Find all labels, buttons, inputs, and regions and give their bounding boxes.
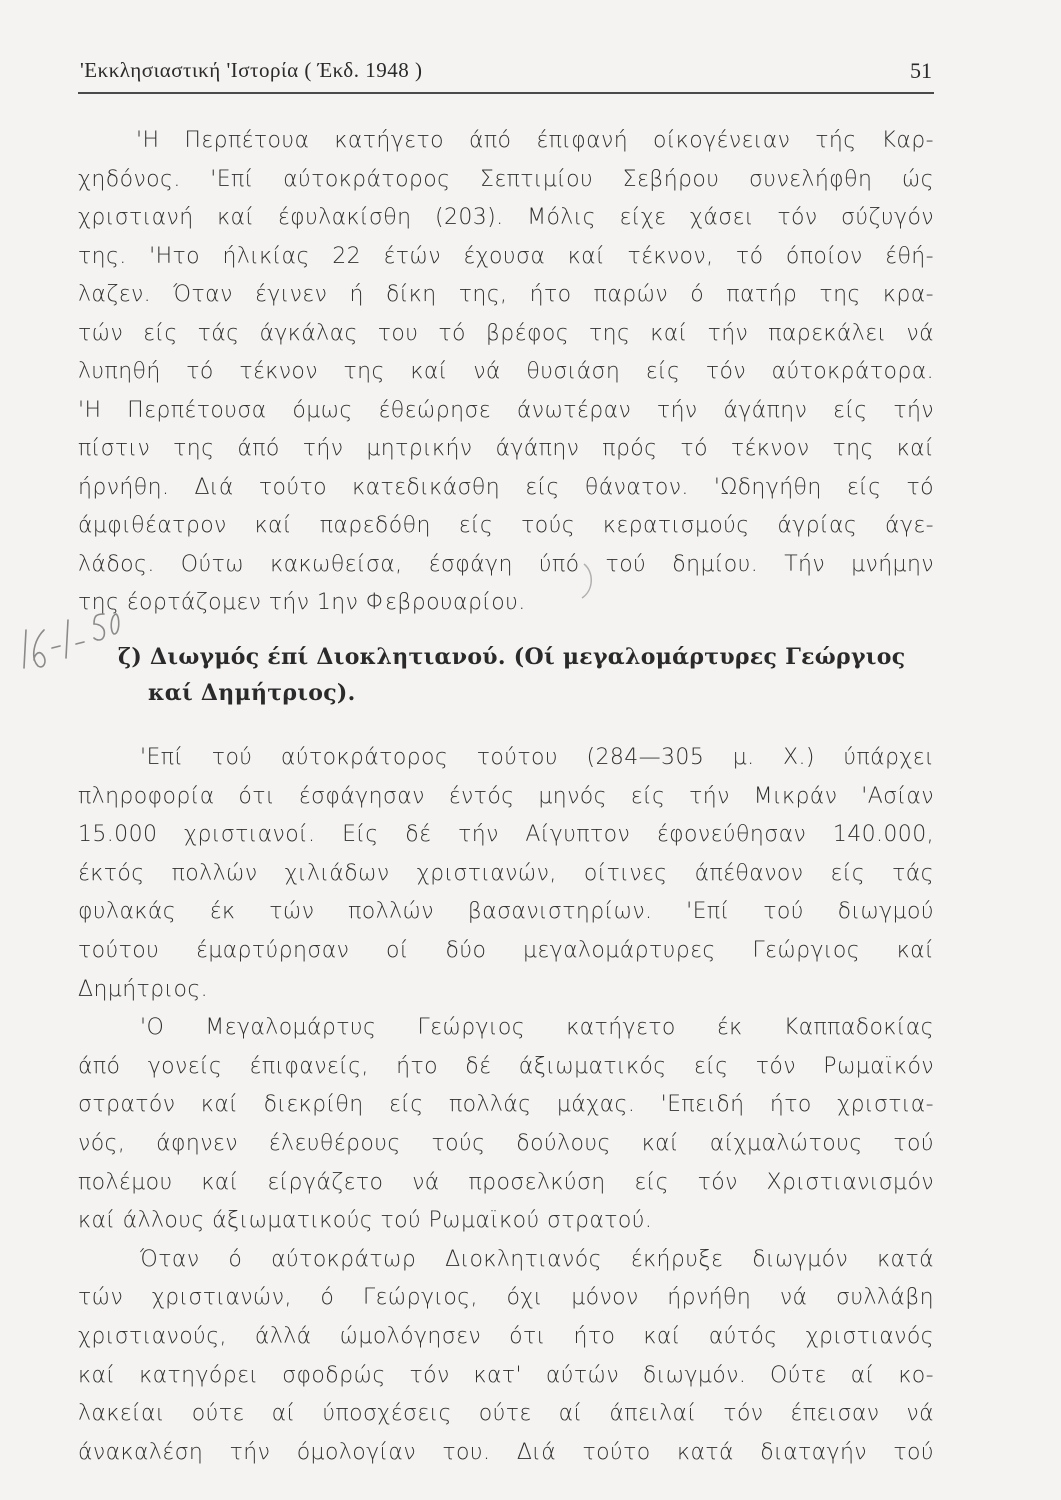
section-heading-line-2: καί Δημήτριος). xyxy=(148,680,356,706)
text-line: καί άλλους άξιωματικούς τού Ρωμαϊκού στρατού. xyxy=(78,1208,653,1234)
handwritten-date-note xyxy=(14,600,124,680)
text-line: νός, άφηνεν έλευθέρους τούς δούλους καί αίχμαλώτους τού xyxy=(78,1131,934,1156)
text-line: λυπηθή τό τέκνον της καί νά θυσιάση είς τόν αύτοκράτορα. xyxy=(78,359,934,384)
text-line: 'Ο Μεγαλομάρτυς Γεώργιος κατήγετο έκ Καππαδοκίας xyxy=(140,1015,934,1041)
text-line: Δημήτριος. xyxy=(78,976,209,1002)
text-line: άμφιθέατρον καί παρεδόθη είς τούς κερατισμούς άγρίας άγε- xyxy=(78,513,934,538)
section-heading-line-1: ζ) Διωγμός έπί Διοκλητιανού. (Οί μεγαλομάρτυρες Γεώργιος xyxy=(118,644,906,670)
header-rule xyxy=(78,92,934,94)
text-line: της έορτάζομεν τήν 1ην Φεβρουαρίου. xyxy=(78,590,526,615)
text-line: λαζεν. Όταν έγινεν ή δίκη της, ήτο παρών ό πατήρ της κρα- xyxy=(78,282,934,307)
text-line: άνακαλέση τήν όμολογίαν του. Διά τούτο κατά διαταγήν τού xyxy=(78,1439,934,1465)
text-line: 15.000 χριστιανοί. Είς δέ τήν Αίγυπτον έφονεύθησαν 140.000, xyxy=(78,822,934,848)
text-line: 'Η Περπέτουα κατήγετο άπό έπιφανή οίκογένειαν τής Καρ- xyxy=(136,128,934,153)
text-line: 'Η Περπέτουσα όμως έθεώρησε άνωτέραν τήν άγάπην είς τήν xyxy=(78,397,934,423)
text-line: της. 'Ητο ήλικίας 22 έτών έχουσα καί τέκνον, τό όποίον έθή- xyxy=(78,243,934,269)
text-line: τών είς τάς άγκάλας του τό βρέφος της καί τήν παρεκάλει νά xyxy=(78,320,934,346)
text-line: λάδος. Ούτω κακωθείσα, έσφάγη ύπό τού δημίου. Τήν μνήμην xyxy=(78,551,934,577)
text-line: έκτός πολλών χιλιάδων χριστιανών, οίτινες άπέθανον είς τάς xyxy=(78,860,934,886)
text-line: χριστιανή καί έφυλακίσθη (203). Μόλις είχε χάσει τόν σύζυγόν xyxy=(78,205,934,230)
text-line: χηδόνος. 'Επί αύτοκράτορος Σεπτιμίου Σεβήρου συνελήφθη ώς xyxy=(78,166,934,192)
text-line: ήρνήθη. Διά τούτο κατεδικάσθη είς θάνατον. 'Ωδηγήθη είς τό xyxy=(78,474,934,500)
text-line: τών χριστιανών, ό Γεώργιος, όχι μόνον ήρνήθη νά συλλάβη xyxy=(78,1285,934,1311)
text-line: 'Επί τού αύτοκράτορος τούτου (284—305 μ. Χ.) ύπάρχει xyxy=(140,745,934,770)
text-line: χριστιανούς, άλλά ώμολόγησεν ότι ήτο καί αύτός χριστιανός xyxy=(78,1324,934,1349)
page-header xyxy=(80,58,932,88)
text-line: τούτου έμαρτύρησαν οί δύο μεγαλομάρτυρες Γεώργιος καί xyxy=(78,938,934,963)
text-line: λακείαι ούτε αί ύποσχέσεις ούτε αί άπειλαί τόν έπεισαν νά xyxy=(78,1401,934,1427)
text-line: πολέμου καί είργάζετο νά προσελκύση είς τόν Χριστιανισμόν xyxy=(78,1169,934,1195)
running-title: 'Εκκλησιαστική 'Ιστορία ( Έκδ. 1948 ) xyxy=(80,58,423,82)
text-line: Όταν ό αύτοκράτωρ Διοκλητιανός έκήρυξε διωγμόν κατά xyxy=(140,1246,934,1272)
pencil-bracket-mark xyxy=(578,560,600,602)
text-line: στρατόν καί διεκρίθη είς πολλάς μάχας. 'Επειδή ήτο χριστια- xyxy=(78,1092,934,1118)
text-line: καί κατηγόρει σφοδρώς τόν κατ' αύτών διωγμόν. Ούτε αί κο- xyxy=(78,1362,934,1388)
text-line: πίστιν της άπό τήν μητρικήν άγάπην πρός τό τέκνον της καί xyxy=(78,436,934,461)
page-number: 51 xyxy=(910,58,932,83)
text-line: άπό γονείς έπιφανείς, ήτο δέ άξιωματικός είς τόν Ρωμαϊκόν xyxy=(78,1053,934,1079)
text-line: φυλακάς έκ τών πολλών βασανιστηρίων. 'Επί τού διωγμού xyxy=(78,899,934,925)
text-line: πληροφορία ότι έσφάγησαν έντός μηνός είς τήν Μικράν 'Ασίαν xyxy=(78,783,934,809)
